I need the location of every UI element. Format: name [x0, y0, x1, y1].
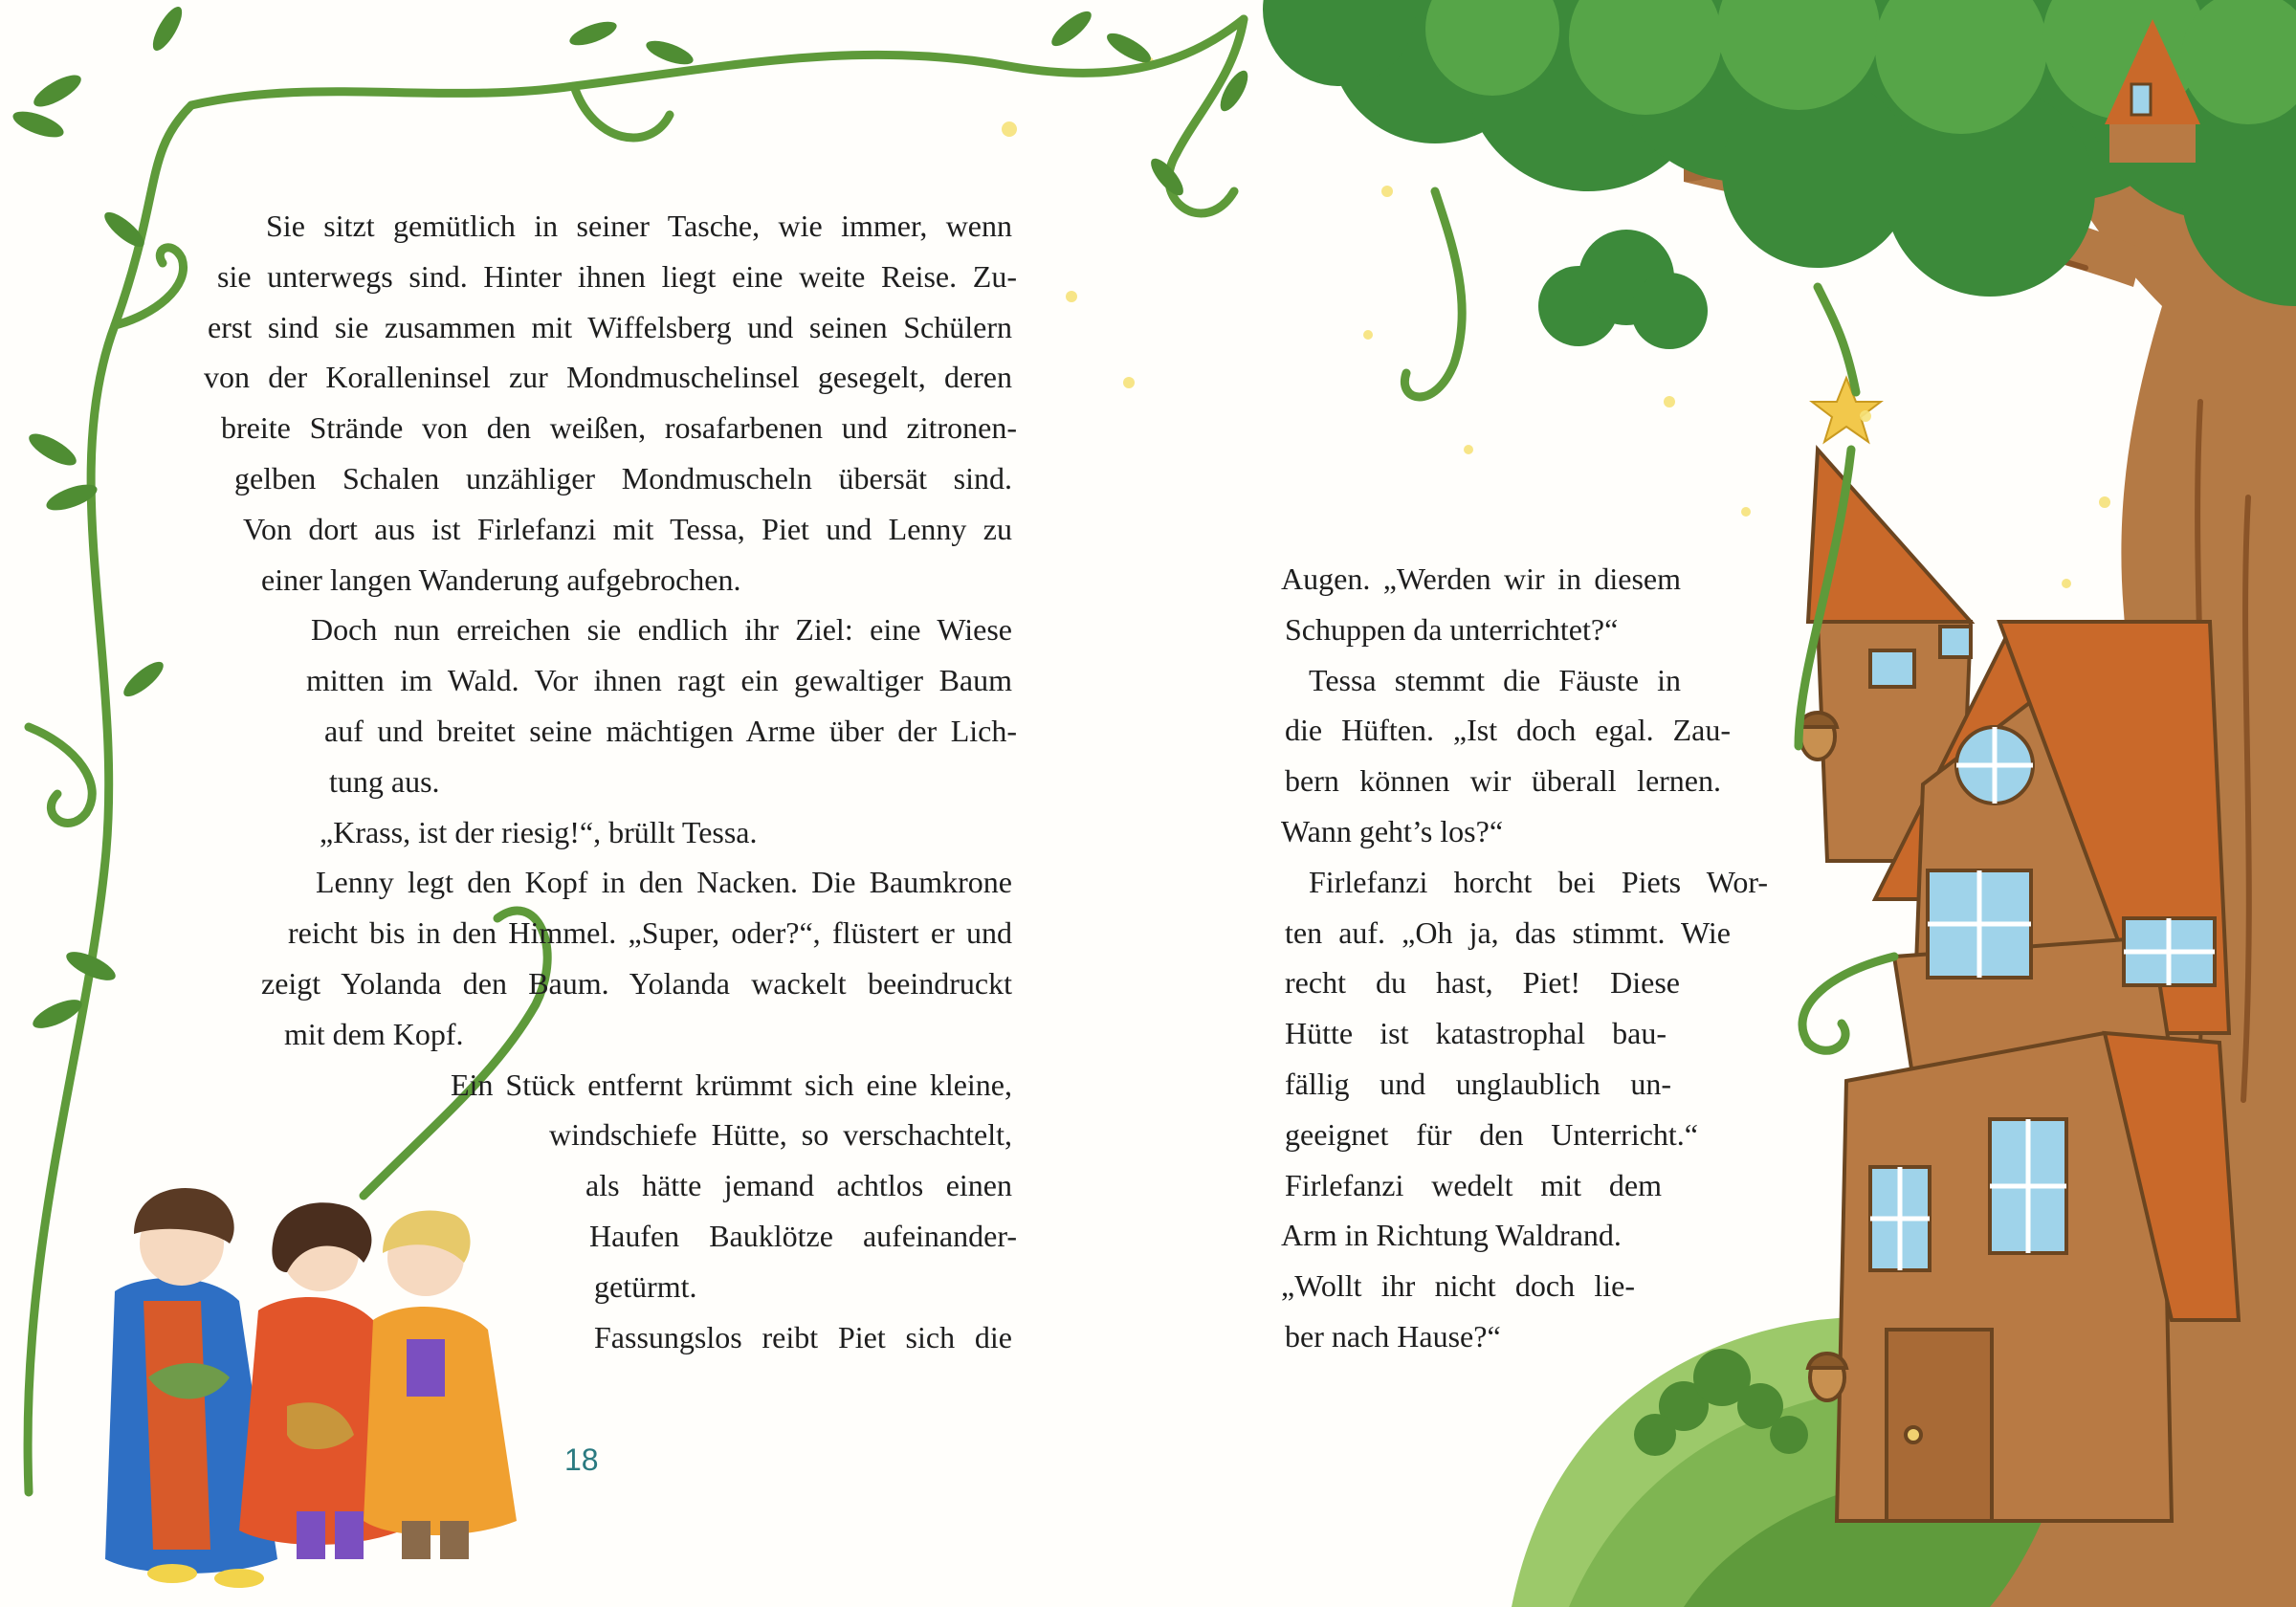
text-line: Doch nun erreichen sie endlich ihr Ziel: eine Wiese	[311, 612, 1012, 648]
text-line: mit dem Kopf.	[284, 1016, 464, 1051]
text-line: mitten im Wald. Vor ihnen ragt ein gewaltiger Baum	[306, 663, 1012, 698]
text-line: Von dort aus ist Firlefanzi mit Tessa, Piet und Lenny zu	[243, 511, 1012, 546]
text-line: recht du hast, Piet! Diese	[1285, 965, 1680, 1001]
text-line: Hütte ist katastrophal bau-	[1285, 1016, 1667, 1051]
text-line: als hätte jemand achtlos einen	[585, 1168, 1012, 1203]
text-line: Schuppen da unterrichtet?“	[1285, 611, 1619, 647]
text-line: reicht bis in den Himmel. „Super, oder?“, flüstert er und	[288, 915, 1012, 951]
text-line: Firlefanzi horcht bei Piets Wor-	[1309, 864, 1768, 899]
text-line: Sie sitzt gemütlich in seiner Tasche, wie immer, wenn	[266, 209, 1012, 243]
text-line: Lenny legt den Kopf in den Nacken. Die Baumkrone	[316, 865, 1012, 900]
text-line: tung aus.	[329, 763, 440, 799]
text-line: „Wollt ihr nicht doch lie-	[1281, 1268, 1635, 1304]
page-number: 18	[564, 1442, 599, 1477]
text-line: erst sind sie zusammen mit Wiffelsberg und seinen Schülern	[208, 309, 1012, 344]
left-page-text	[0, 201, 1017, 1362]
text-line: gelben Schalen unzähliger Mondmuscheln übersät sind.	[234, 460, 1012, 495]
text-line: sie unterwegs sind. Hinter ihnen liegt eine weite Reise. Zu-	[217, 258, 1017, 294]
star-decoration	[1812, 378, 1881, 442]
text-line: einer langen Wanderung aufgebrochen.	[261, 561, 741, 597]
text-line: ber nach Hause?“	[1285, 1318, 1501, 1354]
text-line: Wann geht’s los?“	[1281, 813, 1504, 848]
text-line: Augen. „Werden wir in diesem	[1281, 561, 1681, 596]
text-line: Firlefanzi wedelt mit dem	[1285, 1167, 1662, 1202]
right-page-text	[1281, 554, 1768, 1362]
text-line: von der Koralleninsel zur Mondmuschelinsel gesegelt, deren	[204, 360, 1012, 395]
text-line: zeigt Yolanda den Baum. Yolanda wackelt beeindruckt	[261, 965, 1012, 1001]
text-line: breite Strände von den weißen, rosafarbenen und zitronen-	[221, 410, 1017, 446]
text-line: ten auf. „Oh ja, das stimmt. Wie	[1285, 914, 1731, 950]
text-line: die Hüften. „Ist doch egal. Zau-	[1285, 713, 1731, 748]
text-line: Haufen Bauklötze aufeinander-	[589, 1218, 1017, 1253]
text-line: geeignet für den Unterricht.“	[1285, 1116, 1698, 1152]
text-line: Ein Stück entfernt krümmt sich eine kleine,	[451, 1067, 1012, 1102]
text-line: Tessa stemmt die Fäuste in	[1309, 662, 1681, 697]
text-line: fällig und unglaublich un-	[1285, 1066, 1671, 1101]
text-line: Fassungslos reibt Piet sich die	[594, 1319, 1012, 1354]
text-line: „Krass, ist der riesig!“, brüllt Tessa.	[320, 814, 758, 849]
text-line: windschiefe Hütte, so verschachtelt,	[549, 1117, 1012, 1153]
text-line: Arm in Richtung Waldrand.	[1281, 1218, 1622, 1253]
text-line: getürmt.	[594, 1268, 697, 1304]
text-line: bern können wir überall lernen.	[1285, 763, 1721, 799]
text-line: auf und breitet seine mächtigen Arme über der Lich-	[324, 713, 1017, 748]
